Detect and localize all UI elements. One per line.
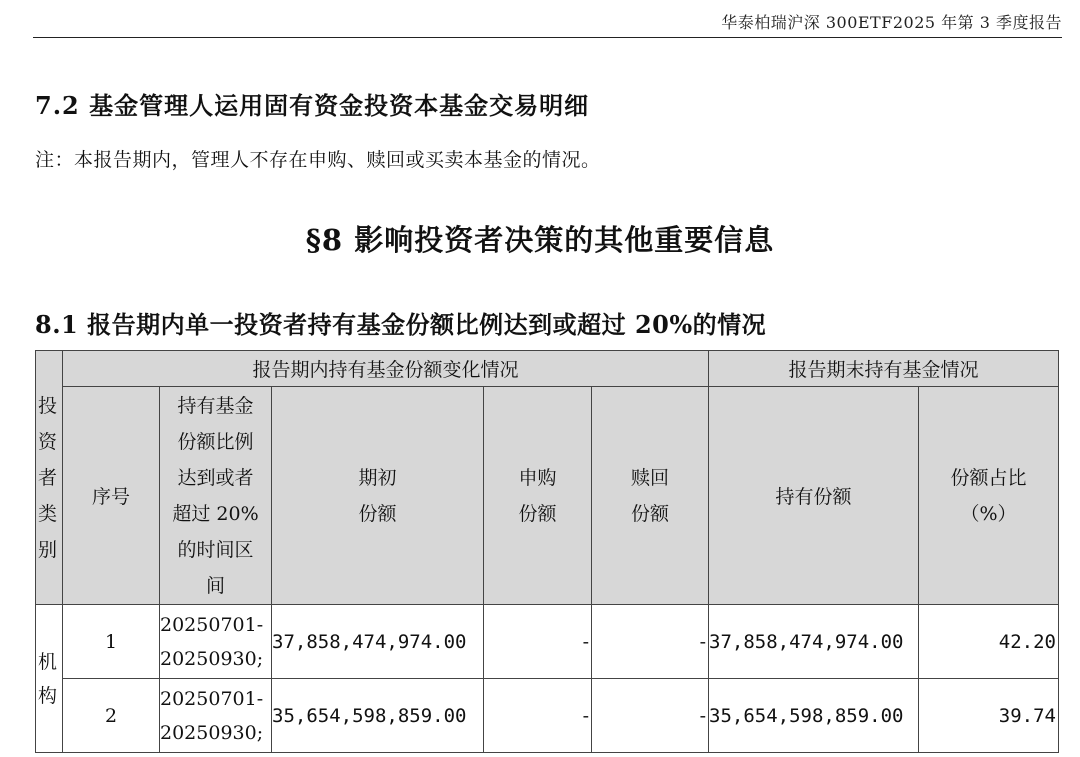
header-investor-type: 投 资 者 类 别 bbox=[36, 351, 63, 605]
header-period: 持有基金 份额比例 达到或者 超过 20% 的时间区 间 bbox=[160, 387, 272, 605]
header-group-end-of-period: 报告期末持有基金情况 bbox=[709, 351, 1059, 387]
chapter-8-title: §8 影响投资者决策的其他重要信息 bbox=[305, 223, 775, 257]
header-begin-shares: 期初 份额 bbox=[272, 387, 484, 605]
table-row bbox=[36, 679, 1059, 753]
header-redeem-shares: 赎回 份额 bbox=[592, 387, 709, 605]
section-7-2-title: 7.2 基金管理人运用固有资金投资本基金交易明细 bbox=[35, 91, 590, 120]
investor-holdings-table bbox=[35, 350, 1059, 753]
cell-seq: 1 bbox=[63, 605, 160, 679]
header-divider bbox=[33, 37, 1062, 38]
header-seq: 序号 bbox=[63, 387, 160, 605]
table-row bbox=[36, 605, 1059, 679]
cell-redeem-shares: - bbox=[592, 605, 709, 679]
cell-investor-type: 机 构 bbox=[36, 605, 63, 753]
cell-redeem-shares: - bbox=[592, 679, 709, 753]
header-subscribe-shares: 申购 份额 bbox=[484, 387, 592, 605]
cell-subscribe-shares: - bbox=[484, 679, 592, 753]
cell-share-ratio: 39.74 bbox=[919, 679, 1059, 753]
section-7-2-note: 注：本报告期内，管理人不存在申购、赎回或买卖本基金的情况。 bbox=[35, 149, 601, 171]
cell-share-ratio: 42.20 bbox=[919, 605, 1059, 679]
cell-held-shares: 37,858,474,974.00 bbox=[709, 605, 919, 679]
report-header-title: 华泰柏瑞沪深 300ETF2025 年第 3 季度报告 bbox=[721, 13, 1062, 32]
header-share-ratio: 份额占比 （%） bbox=[919, 387, 1059, 605]
section-8-1-title: 8.1 报告期内单一投资者持有基金份额比例达到或超过 20%的情况 bbox=[35, 310, 767, 339]
cell-begin-shares: 35,654,598,859.00 bbox=[272, 679, 484, 753]
cell-period: 20250701- 20250930; bbox=[160, 605, 272, 679]
cell-period: 20250701- 20250930; bbox=[160, 679, 272, 753]
cell-subscribe-shares: - bbox=[484, 605, 592, 679]
cell-held-shares: 35,654,598,859.00 bbox=[709, 679, 919, 753]
cell-seq: 2 bbox=[63, 679, 160, 753]
cell-begin-shares: 37,858,474,974.00 bbox=[272, 605, 484, 679]
header-held-shares: 持有份额 bbox=[709, 387, 919, 605]
header-group-during-period: 报告期内持有基金份额变化情况 bbox=[63, 351, 709, 387]
